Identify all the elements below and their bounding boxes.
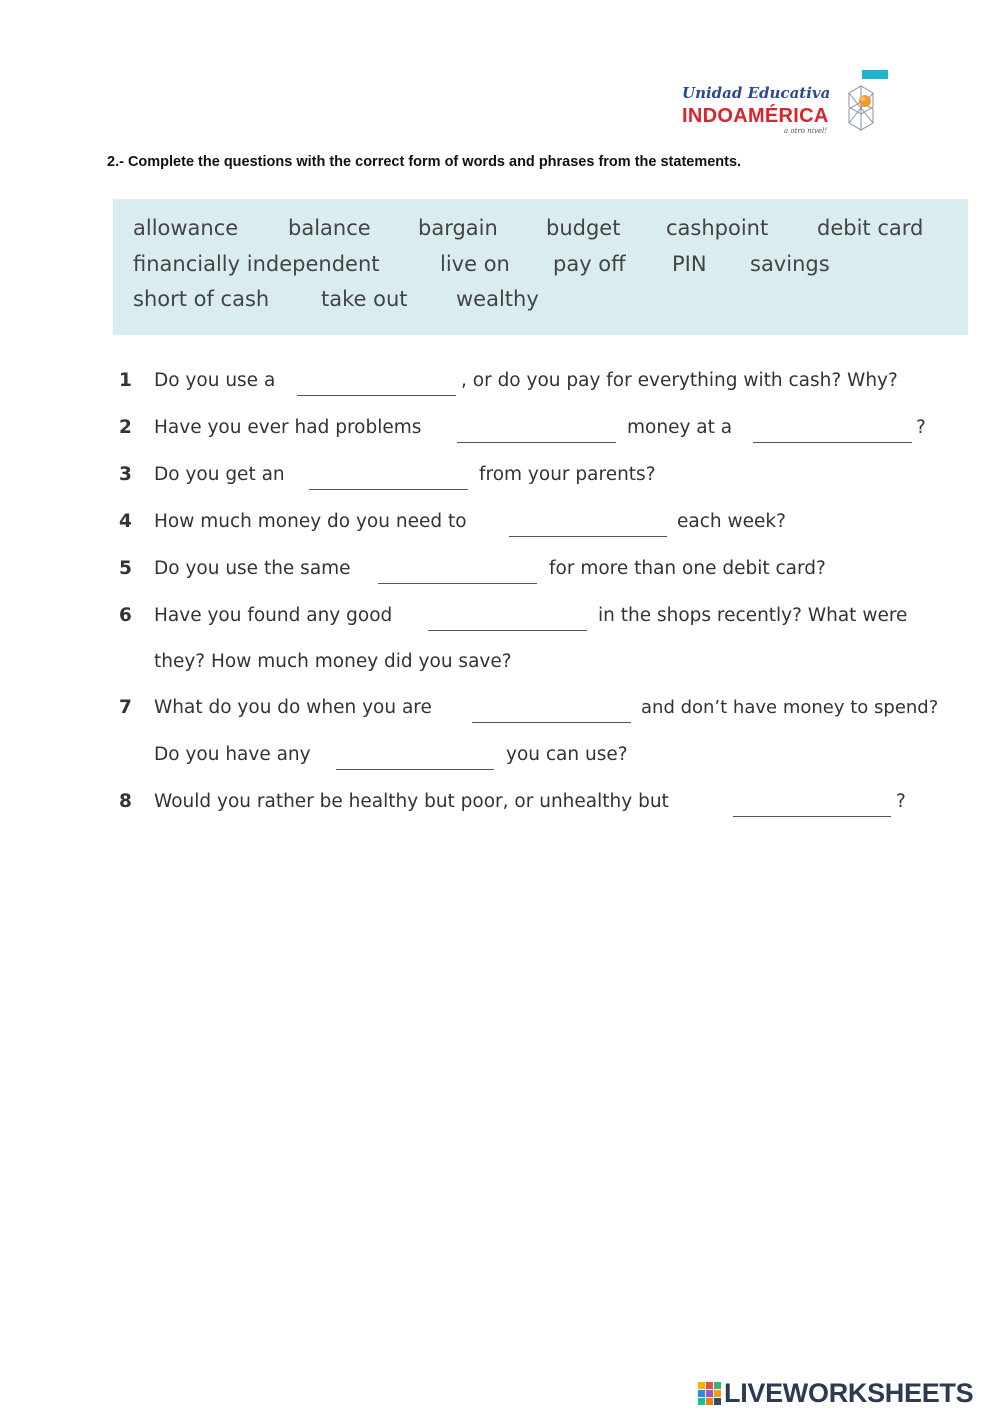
- logo-line2: INDOAMÉRICA: [682, 105, 829, 127]
- question-text: Do you have any: [154, 744, 311, 765]
- answer-blank-8[interactable]: [733, 816, 891, 817]
- logo-tagline: a otro nivel!: [784, 127, 828, 135]
- question-number: 8: [119, 791, 132, 812]
- logo-line1: Unidad Educativa: [682, 84, 831, 102]
- logo-accent-bar: [862, 70, 888, 79]
- word-bank-item: live on: [440, 252, 510, 276]
- word-bank-item: PIN: [672, 252, 707, 276]
- question-text: ?: [896, 791, 906, 812]
- question-text: Have you ever had problems: [154, 417, 422, 438]
- answer-blank-4[interactable]: [509, 536, 667, 537]
- question-number: 6: [119, 605, 132, 626]
- word-bank-item: financially independent: [133, 252, 380, 276]
- word-bank-item: savings: [750, 252, 830, 276]
- question-text: in the shops recently? What were: [598, 605, 908, 626]
- liveworksheets-footer: [696, 1376, 996, 1410]
- question-text: Have you found any good: [154, 605, 393, 626]
- question-text: What do you do when you are: [154, 697, 432, 718]
- question-number: 2: [119, 417, 132, 438]
- liveworksheets-brand: LIVEWORKSHEETS: [724, 1378, 974, 1408]
- answer-blank-2b[interactable]: [753, 442, 912, 443]
- question-number: 7: [119, 697, 132, 718]
- word-bank-item: short of cash: [133, 287, 270, 311]
- question-number: 5: [119, 558, 132, 579]
- logo-emblem-icon: [846, 82, 876, 134]
- question-text: Would you rather be healthy but poor, or unhealthy but: [154, 791, 669, 812]
- word-bank-item: bargain: [418, 216, 498, 240]
- question-text: they? How much money did you save?: [154, 651, 512, 672]
- answer-blank-7a[interactable]: [472, 722, 631, 723]
- answer-blank-6[interactable]: [428, 630, 587, 631]
- word-bank-item: pay off: [553, 252, 626, 276]
- question-text: How much money do you need to: [154, 511, 467, 532]
- question-text: Do you get an: [154, 464, 285, 485]
- question-text: from your parents?: [479, 464, 656, 485]
- question-number: 3: [119, 464, 132, 485]
- question-text: and don’t have money to spend?: [641, 697, 939, 718]
- question-text: for more than one debit card?: [549, 558, 826, 579]
- question-text: , or do you pay for everything with cash? Why?: [461, 370, 898, 391]
- question-text: money at a: [627, 417, 733, 438]
- question-number: 1: [119, 370, 132, 391]
- question-text: Do you use the same: [154, 558, 351, 579]
- question-text: Do you use a: [154, 370, 276, 391]
- word-bank-item: take out: [321, 287, 408, 311]
- answer-blank-1[interactable]: [297, 395, 456, 396]
- school-logo: [680, 68, 895, 138]
- word-bank-item: budget: [546, 216, 621, 240]
- question-text: ?: [916, 417, 926, 438]
- answer-blank-5[interactable]: [378, 583, 537, 584]
- word-bank-item: cashpoint: [666, 216, 769, 240]
- question-text: you can use?: [506, 744, 628, 765]
- word-bank-item: debit card: [817, 216, 924, 240]
- question-number: 4: [119, 511, 132, 532]
- word-bank-item: balance: [288, 216, 371, 240]
- answer-blank-2a[interactable]: [457, 442, 616, 443]
- question-text: each week?: [677, 511, 786, 532]
- instruction-text: 2.- Complete the questions with the correct form of words and phrases from the statements.: [107, 154, 742, 170]
- answer-blank-3[interactable]: [309, 489, 468, 490]
- word-bank-item: allowance: [133, 216, 239, 240]
- answer-blank-7b[interactable]: [336, 769, 494, 770]
- liveworksheets-logo-icon: [698, 1382, 722, 1406]
- word-bank-item: wealthy: [456, 287, 539, 311]
